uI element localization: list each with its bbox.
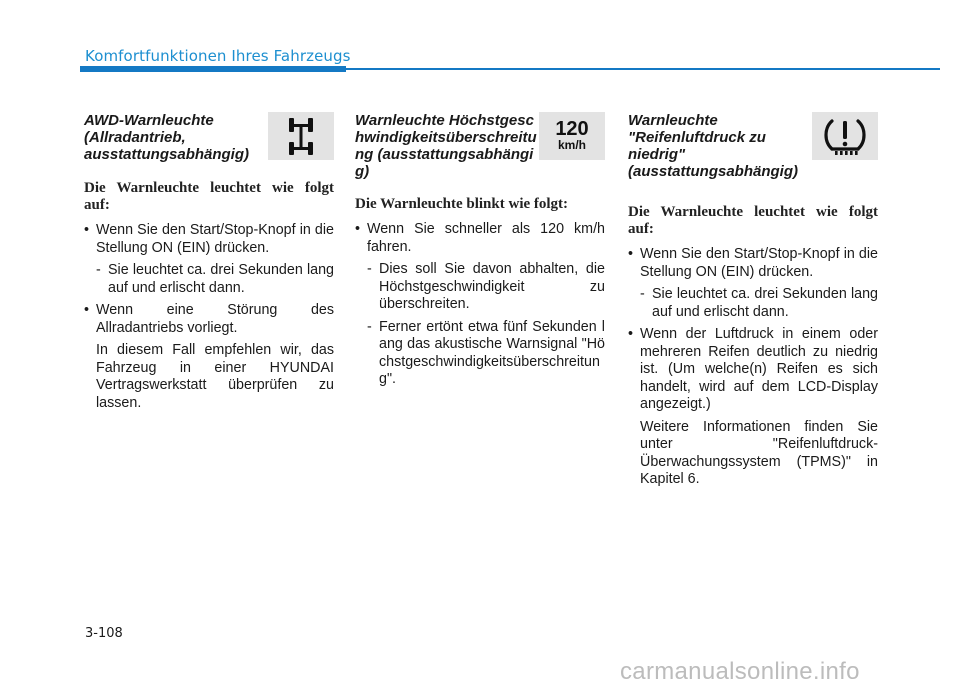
bullet-marker: • <box>84 222 90 238</box>
awd-drivetrain-glyph <box>280 115 322 157</box>
column-speed-warning <box>355 112 605 394</box>
header-rule-thin <box>346 68 940 70</box>
column-heading: Warnleuchte Höchstgeschwindigkeitsüberschreitung (ausstattungsabhängig) <box>355 112 537 180</box>
dash-marker: - <box>640 286 645 302</box>
awd-drivetrain-icon <box>268 112 334 160</box>
column-head <box>355 112 605 196</box>
dash-marker: - <box>367 261 372 277</box>
intro-text: Die Warnleuchte leuchtet wie folgt auf: <box>84 180 334 213</box>
list-item: • Wenn Sie den Start/Stop-Knopf in die Stellung ON (EIN) drücken. - Sie leuchtet ca. drei Sekunden lang auf und erlischt dann. <box>84 222 334 296</box>
list-item: • Wenn Sie schneller als 120 km/h fahren. - Dies soll Sie davon abhalten, die Höchstgeschwindigkeit zu überschreiten. - Ferner ertönt etwa fünf Sekunden lang das akustische Warnsignal "Höchstgeschwindigkeitsüberschreitung". <box>355 221 605 387</box>
column-head <box>628 112 878 204</box>
follow-up-paragraph: Weitere Informationen finden Sie unter "Reifenluftdruck-Überwachungssystem (TPMS)" in Kapitel 6. <box>640 418 878 487</box>
speed-unit: km/h <box>557 138 586 152</box>
tire-pressure-icon <box>812 112 878 160</box>
speed-value: 120 <box>555 118 589 140</box>
list-item: • Wenn der Luftdruck in einem oder mehreren Reifen deutlich zu niedrig ist. (Um welche(n) Reifen es sich handelt, wird auf dem LCD-Display angezeigt.) Weitere Informationen finden Sie unter "Reifenluftdruck-Überwachungssystem (TPMS)" in Kapitel 6. <box>628 326 878 487</box>
speed-limit-icon <box>539 112 605 160</box>
bullet-list <box>355 221 605 389</box>
intro-text: Die Warnleuchte blinkt wie folgt: <box>355 196 569 212</box>
intro-text: Die Warnleuchte leuchtet wie folgt auf: <box>628 204 878 237</box>
watermark: carmanualsonline.info <box>620 658 860 685</box>
bullet-marker: • <box>628 326 634 342</box>
column-head <box>84 112 334 180</box>
bullet-marker: • <box>628 246 634 262</box>
dash-marker: - <box>367 318 372 335</box>
list-item: • Wenn eine Störung des Allradantriebs vorliegt. In diesem Fall empfehlen wir, das Fahrzeug in einer HYUNDAI Vertragswerkstatt überprüfen zu lassen. <box>84 302 334 411</box>
sub-item: - Ferner ertönt etwa fünf Sekunden lang das akustische Warnsignal "Höchstgeschwindigkeitsüberschreitung". <box>367 318 605 387</box>
sub-item: - Sie leuchtet ca. drei Sekunden lang auf und erlischt dann. <box>96 262 334 296</box>
bullet-marker: • <box>355 221 361 237</box>
sub-item: - Dies soll Sie davon abhalten, die Höchstgeschwindigkeit zu überschreiten. <box>367 261 605 312</box>
column-awd <box>84 112 334 417</box>
sub-item: - Sie leuchtet ca. drei Sekunden lang auf und erlischt dann. <box>640 286 878 320</box>
tire-pressure-glyph <box>819 115 871 157</box>
section-title: Komfortfunktionen Ihres Fahrzeugs <box>85 47 351 65</box>
bullet-list <box>84 222 334 412</box>
column-heading: AWD-Warnleuchte (Allradantrieb, ausstattungsabhängig) <box>84 112 250 163</box>
header-rule-thick <box>80 66 346 72</box>
list-item: • Wenn Sie den Start/Stop-Knopf in die Stellung ON (EIN) drücken. - Sie leuchtet ca. drei Sekunden lang auf und erlischt dann. <box>628 246 878 320</box>
column-tire-pressure <box>628 112 878 494</box>
bullet-marker: • <box>84 302 90 318</box>
page-number: 3-108 <box>85 626 123 641</box>
follow-up-paragraph: In diesem Fall empfehlen wir, das Fahrzeug in einer HYUNDAI Vertragswerkstatt überprüfen zu lassen. <box>96 342 334 411</box>
column-heading: Warnleuchte "Reifenluftdruck zu niedrig" (ausstattungsabhängig) <box>628 112 799 180</box>
bullet-list <box>628 246 878 489</box>
dash-marker: - <box>96 262 101 278</box>
